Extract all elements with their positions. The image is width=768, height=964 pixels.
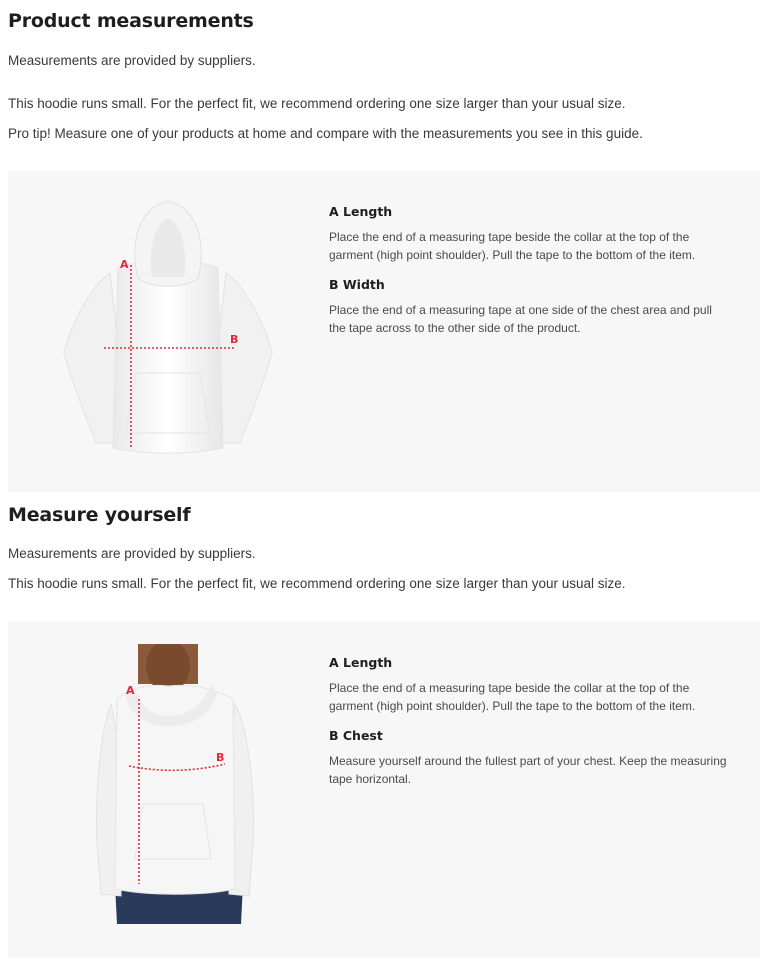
length-title: A Length	[329, 204, 393, 219]
width-description: Place the end of a measuring tape at one side of the chest area and pull the tape across to the other side of the product.	[329, 303, 712, 335]
measure-yourself-heading: Measure yourself	[8, 504, 191, 526]
label-b: B	[216, 751, 225, 764]
product-measurement-info	[329, 204, 729, 337]
label-a: A	[120, 258, 129, 271]
product-pro-tip-text: Pro tip! Measure one of your products at home and compare with the measurements you see in this guide.	[8, 126, 643, 141]
label-b: B	[230, 333, 239, 346]
length-description: Place the end of a measuring tape beside the collar at the top of the garment (high point shoulder). Pull the tape to the bottom of the item.	[329, 681, 696, 713]
length-description: Place the end of a measuring tape beside the collar at the top of the garment (high point shoulder). Pull the tape to the bottom of the item.	[329, 230, 696, 262]
hoodie-model-illustration	[93, 644, 268, 924]
chest-title: B Chest	[329, 728, 383, 743]
product-measurement-panel	[8, 171, 760, 492]
yourself-suppliers-text: Measurements are provided by suppliers.	[8, 546, 256, 561]
width-title: B Width	[329, 277, 385, 292]
label-a: A	[126, 684, 135, 697]
length-title: A Length	[329, 655, 393, 670]
yourself-measurement-panel	[8, 622, 760, 958]
yourself-measurement-info	[329, 655, 729, 788]
chest-description: Measure yourself around the fullest part of your chest. Keep the measuring tape horizontal.	[329, 754, 727, 786]
hoodie-flat-illustration	[58, 193, 278, 468]
product-measurements-heading: Product measurements	[8, 10, 254, 32]
product-suppliers-text: Measurements are provided by suppliers.	[8, 53, 256, 68]
product-fit-text: This hoodie runs small. For the perfect fit, we recommend ordering one size larger than your usual size.	[8, 96, 626, 111]
yourself-fit-text: This hoodie runs small. For the perfect fit, we recommend ordering one size larger than your usual size.	[8, 576, 626, 591]
